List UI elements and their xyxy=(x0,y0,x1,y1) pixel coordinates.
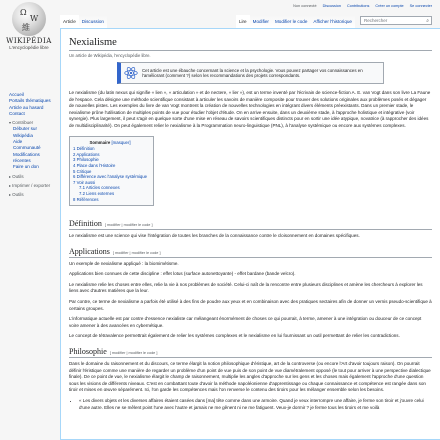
search-icon[interactable]: ⌕ xyxy=(426,18,429,24)
sidebar-item-don[interactable]: Faire un don xyxy=(13,164,39,170)
search-input[interactable] xyxy=(360,16,432,25)
sidebar-item-modifications[interactable]: Modifications récentes xyxy=(13,151,40,163)
tab-article[interactable]: Article xyxy=(60,15,79,28)
sidebar-item-portails[interactable]: Portails thématiques xyxy=(9,98,51,104)
sidebar-item-debuter[interactable]: Débuter sur Wikipédia xyxy=(13,126,38,138)
applications-paragraph: Applications bien connues de cette discipline : effet lotus (surface autonettoyante) - effet bardane (bande velcro). xyxy=(69,271,296,277)
toc-item[interactable]: 2 Applications xyxy=(73,151,100,157)
edit-section-link[interactable]: [ modifier | modifier le code ] xyxy=(109,351,158,356)
applications-paragraph: Le concept de tétravalence permettrait également de relier les systèmes complexes et le nexialisme en lui fournissant un outil permettant de relier les contradictions. xyxy=(69,333,400,339)
top-bar xyxy=(57,0,440,30)
toc-item[interactable]: 6 Différence avec l'analyse systémique xyxy=(73,174,148,180)
toc-item[interactable]: 1 Définition xyxy=(73,146,95,152)
toc-title: Sommaire xyxy=(89,139,111,145)
sidebar-item-accueil[interactable]: Accueil xyxy=(9,92,24,97)
site-tagline: L'encyclopédie libre xyxy=(9,45,49,50)
section-title: Définition xyxy=(69,219,102,229)
toc-subitem[interactable]: 7.2 Liens externes xyxy=(79,190,115,196)
sidebar-item-contact[interactable]: Contact xyxy=(9,110,25,116)
section-heading-definition xyxy=(69,219,432,230)
sidebar-heading-outils2[interactable]: ▸ Outils xyxy=(9,192,57,198)
site-sub: Un article de Wikipédia, l'encyclopédie libre. xyxy=(69,53,151,58)
tab-modifier[interactable]: Modifier xyxy=(250,15,272,29)
philosophie-paragraph: Dans le domaine du raisonnement et du discours, ce terme élargit la notion philosophique d'éristique, art de la controverse (ou encore l'Art d'avoir toujours raison). On pourrait définir l'éristique comme une manière de regarder un problème d'un point de vue puis de son point de vue diamétralement opposé (le tout pour arriver à une perspective dialectique finale). De ce point de vue, le nexialisme élargit le champ de raisonnement, multiplie les angles d'approche sur les gens et les choses mais également l'approche d'une question sous les visions de différents niveaux. C'est en combattant toute d'avoir la méthode napoléonienne d'apprentissage ou chaque connaissance et compétence est rangée dans son tiroir et mises en œuvre séparément. Ici, l'on garde les compétences mais l'on renverse le contenu des tiroirs pour les mélanger ensemble selon les besoins. xyxy=(69,361,431,393)
sidebar-item-hasard[interactable]: Article au hasard xyxy=(9,104,44,110)
puzzle-globe-icon: Ω W 維 xyxy=(12,2,46,36)
tab-discussion[interactable]: Discussion xyxy=(79,15,107,29)
view-tabs xyxy=(236,15,355,29)
wikipedia-logo[interactable] xyxy=(4,2,54,54)
section-heading-philosophie xyxy=(69,347,432,358)
list-item: • « Les divers objets et les diverses affaires étaient casées dans [ma] tête comme dans une armoire. Quand je veux interrompre une affaire, je ferme son tiroir et j'ouvre celui d'une autre. Elles ne se mêlent point l'une avec l'autre et jamais ne me gênent ni ne me fatiguent. Veux-je dormir ? je ferme tous les tiroirs et me voilà xyxy=(79,398,432,411)
create-account-link[interactable]: Créer un compte xyxy=(375,4,404,8)
tab-modifier-code[interactable]: Modifier le code xyxy=(272,15,310,29)
toc-item[interactable]: 4 Place dans l'Histoire xyxy=(73,162,116,168)
sidebar-item-communaute[interactable]: Communauté xyxy=(13,145,41,151)
edit-section-link[interactable]: [ modifier | modifier le code ] xyxy=(104,223,153,228)
edit-section-link[interactable]: [ modifier | modifier le code ] xyxy=(112,250,161,255)
toc-toggle[interactable]: [masquer] xyxy=(111,139,131,145)
sidebar-heading-contribuer[interactable]: ▾ Contribuer xyxy=(9,120,57,126)
applications-paragraph: Un exemple de nexialisme appliqué : la biomimétisme. xyxy=(69,260,179,266)
section-title: Applications xyxy=(69,246,110,256)
stub-notice xyxy=(117,62,384,84)
user-contributions-link[interactable]: Contributions xyxy=(346,4,370,8)
page-title: Nexialisme xyxy=(69,37,432,51)
toc-subitem[interactable]: 7.1 Articles connexes xyxy=(79,185,120,191)
sidebar-heading-imprimer[interactable]: ▸ Imprimer / exporter xyxy=(9,183,57,189)
tab-historique[interactable]: Afficher l'historique xyxy=(310,15,355,29)
sidebar xyxy=(0,0,57,440)
login-link[interactable]: Se connecter xyxy=(409,4,432,8)
toc-item[interactable]: 5 Critique xyxy=(73,168,92,174)
site-name: WIKIPÉDIA xyxy=(6,37,52,45)
sidebar-item-aide[interactable]: Aide xyxy=(13,139,23,145)
toc-item[interactable]: 7 Voir aussi xyxy=(73,179,96,185)
definition-paragraph: Le nexialisme est une science qui vise l'intégration de toutes les branches de la connaissance contre le cloisonnement en domaines spécifiques. xyxy=(69,233,360,239)
namespace-tabs xyxy=(60,15,107,28)
applications-paragraph: Par contre, ce terme de nexialisme a parfois été utilisé à des fins de poudre aux yeux et en combinaison avec des pratiques sectaires afin de donner un vernis pseudo-scientifique à certains groupes. xyxy=(69,299,432,311)
article-content xyxy=(60,28,440,440)
user-tools xyxy=(293,4,432,8)
science-icon xyxy=(124,66,138,80)
applications-paragraph: Le nexialisme relie les choses entre elles, relie la vie à nos problèmes de société. Celui-ci naît de la rencontre entre plusieurs disciplines et amène les chercheurs à explorer les liens avec d'autres matières que la leur. xyxy=(69,281,423,294)
toc-item[interactable]: 3 Philosophie xyxy=(73,157,99,163)
applications-paragraph: L'informatique actuelle est par contre d'essence nexialiste car mélangeant énormément de choses ce qui pourrait, à terme, amener à une intégration ou douceur de ce concept voire amener à des avancées en cybernétique. xyxy=(69,316,422,328)
user-discussion-link[interactable]: Discussion xyxy=(322,4,341,8)
tab-lire[interactable]: Lire xyxy=(236,15,250,28)
user-icon-status: Non connecté xyxy=(293,4,317,8)
sidebar-heading-outils[interactable]: ▸ Outils xyxy=(9,174,57,180)
stub-notice-text: Cet article est une ébauche concernant la science et la psychologie. Vous pouvez partager vos connaissances en l'améliorant (comment ?) selon les recommandations des projets correspondants. xyxy=(142,67,363,78)
toc-item[interactable]: 8 Références xyxy=(73,196,99,202)
search-placeholder: Rechercher xyxy=(364,18,388,23)
intro-paragraph: Le nexialisme (du latin nexus qui signifie « lien », « articulation » et de nectere, « lier »), est un terme inventé par l'écrivain de science-fiction A. E. van Vogt dans son livre La Faune de l'espace. Cela désigne une méthode scientifique consistant à articuler les savoirs de manière composite pour trouver des solutions originales aux problèmes posés et dégager de nouvelles pistes. Les exemples du livre de van Vogt montrent la création de nouvelles technologies en intégrant divers éléments préexistants. Dans un premier stade, le nexialisme prône l'utilisation de multiples points de vue pour étudier l'objet d'étude. On en arrive ensuite, dans un deuxième stade, à l'approche holistique et intégrative (voir synergie). Plus largement, il peut s'agir en quelque sorte d'une mise en réseau de savoirs scientifiques distincts pour en sortir une idée atypique, novatrice (à rapprocher des idées de multidisciplinarité). On peut également relier le nexialisme à la Programmation neuro-linguistique (PNL), à l'analyse systémique ou encore aux systèmes complexes. xyxy=(69,90,431,128)
sidebar-nav xyxy=(9,92,57,198)
table-of-contents xyxy=(69,136,154,207)
quote-list xyxy=(79,398,432,411)
section-title: Philosophie xyxy=(69,347,107,357)
section-heading-applications xyxy=(69,247,432,258)
